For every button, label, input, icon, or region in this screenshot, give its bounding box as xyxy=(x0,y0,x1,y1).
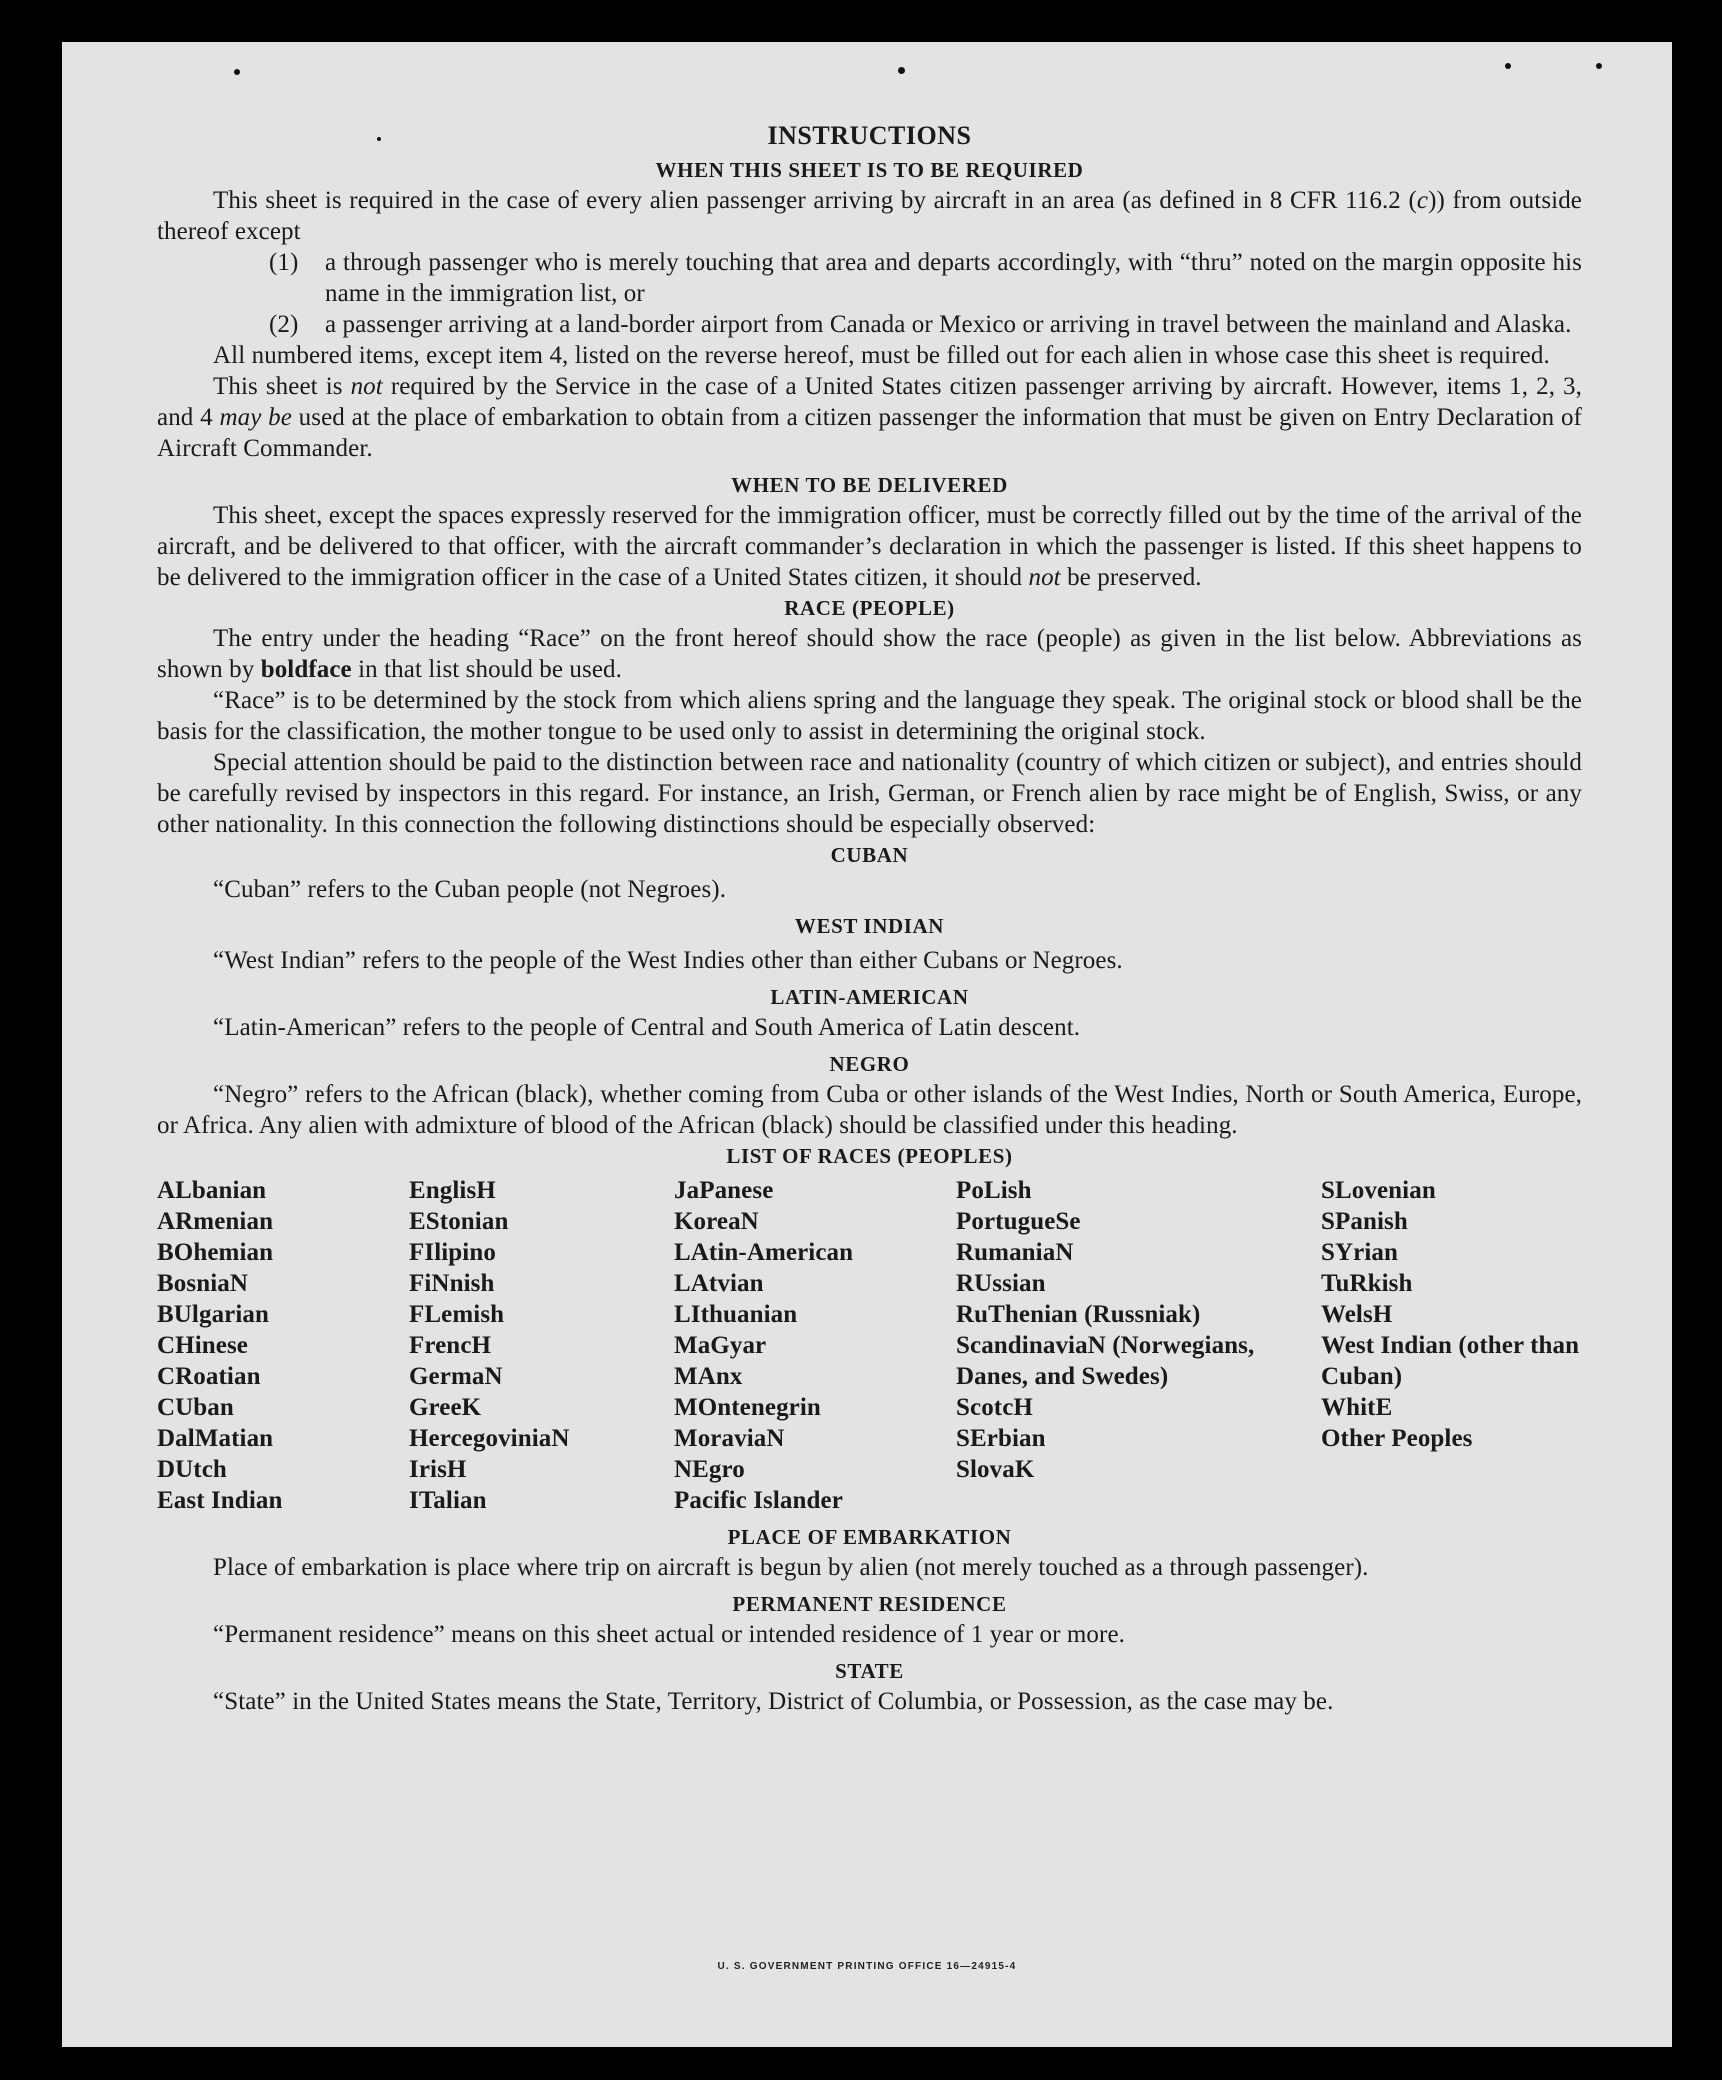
races-column-4 xyxy=(956,1175,1321,1516)
list-item xyxy=(269,247,1582,309)
race-item: LIthuanian xyxy=(674,1301,798,1328)
race-item: ITalian xyxy=(409,1487,487,1514)
race-item: FLemish xyxy=(409,1301,505,1328)
section-heading-cuban: CUBAN xyxy=(830,843,909,867)
list-item-number: (1) xyxy=(269,249,299,276)
race-item: East Indian xyxy=(157,1487,283,1514)
races-list xyxy=(157,1175,1582,1516)
printing-office-footer: U. S. GOVERNMENT PRINTING OFFICE 16—24915-4 xyxy=(717,1961,1017,1972)
paper-speck xyxy=(1505,63,1511,69)
paragraph: “Race” is to be determined by the stock from which aliens spring and the language they speak. The original stock or blood shall be the basis for the classification, the mother tongue to be used only to assist in determining the original stock. xyxy=(157,687,1582,745)
page-title: INSTRUCTIONS xyxy=(767,121,972,150)
race-item: LAtvian xyxy=(674,1270,764,1297)
race-item: SErbian xyxy=(956,1425,1046,1452)
race-item: LAtin-American xyxy=(674,1239,854,1266)
section-heading-negro: NEGRO xyxy=(829,1052,910,1076)
race-item: ScandinaviaN (Norwegians, Danes, and Swedes) xyxy=(956,1332,1255,1390)
race-item: FIlipino xyxy=(409,1239,496,1266)
race-item: MaGyar xyxy=(674,1332,767,1359)
race-item: CHinese xyxy=(157,1332,248,1359)
race-item: SLovenian xyxy=(1321,1177,1436,1204)
race-item: West Indian (other than Cuban) xyxy=(1321,1332,1580,1390)
race-item: PortugueSe xyxy=(956,1208,1081,1235)
section-heading-west-indian: WEST INDIAN xyxy=(794,914,945,938)
section-heading-required: WHEN THIS SHEET IS TO BE REQUIRED xyxy=(655,158,1084,182)
race-item: ARmenian xyxy=(157,1208,274,1235)
paragraph: Special attention should be paid to the distinction between race and nationality (country of which citizen or subject), and entries should be carefully revised by inspectors in this regard. For instance, an Irish, German, or French alien by race might be of English, Swiss, or any other nationality. In this connection the following distinctions should be especially observed: xyxy=(157,749,1582,838)
instructions-content xyxy=(157,120,1582,1717)
race-item: SYrian xyxy=(1321,1239,1399,1266)
section-heading-race: RACE (PEOPLE) xyxy=(784,596,955,620)
section-heading-residence: PERMANENT RESIDENCE xyxy=(732,1592,1007,1616)
list-item-number: (2) xyxy=(269,311,299,338)
paper-speck xyxy=(898,67,905,74)
race-item: NEgro xyxy=(674,1456,745,1483)
race-item: Pacific Islander xyxy=(674,1487,843,1514)
races-column-1 xyxy=(157,1175,409,1516)
race-item: IrisH xyxy=(409,1456,467,1483)
paragraph: This sheet, except the spaces expressly reserved for the immigration officer, must be correctly filled out by the time of the arrival of the aircraft, and be delivered to that officer, with the aircraft commander’s declaration in which the passenger is listed. If this sheet happens to be delivered to the immigration officer in the case of a United States citizen, it should not be preserved. xyxy=(157,502,1582,591)
races-column-5 xyxy=(1321,1175,1582,1516)
paper-speck xyxy=(234,69,240,75)
paragraph: This sheet is not required by the Service in the case of a United States citizen passenger arriving by aircraft. However, items 1, 2, 3, and 4 may be used at the place of embarkation to obtain from a citizen passenger the information that must be given on Entry Declaration of Aircraft Commander. xyxy=(157,373,1582,462)
race-item: EStonian xyxy=(409,1208,509,1235)
race-item: MoraviaN xyxy=(674,1425,785,1452)
race-item: HercegoviniaN xyxy=(409,1425,570,1452)
list-item xyxy=(269,309,1582,340)
race-item: SPanish xyxy=(1321,1208,1408,1235)
race-item: JaPanese xyxy=(674,1177,774,1204)
race-item: CRoatian xyxy=(157,1363,261,1390)
paper-speck xyxy=(1596,63,1602,69)
race-item: MOntenegrin xyxy=(674,1394,821,1421)
races-column-2 xyxy=(409,1175,674,1516)
race-item: GermaN xyxy=(409,1363,503,1390)
section-heading-latin-american: LATIN-AMERICAN xyxy=(770,985,969,1009)
paragraph: Place of embarkation is place where trip on aircraft is begun by alien (not merely touched as a through passenger). xyxy=(213,1554,1369,1581)
list-item-text: a through passenger who is merely touching that area and departs accordingly, with “thru” noted on the margin opposite his name in the immigration list, or xyxy=(325,249,1582,307)
race-item: WhitE xyxy=(1321,1394,1393,1421)
race-item: TuRkish xyxy=(1321,1270,1413,1297)
race-item: GreeK xyxy=(409,1394,482,1421)
paragraph: The entry under the heading “Race” on the front hereof should show the race (people) as given in the list below. Abbreviations as shown by boldface in that list should be used. xyxy=(157,625,1582,683)
race-item: BOhemian xyxy=(157,1239,274,1266)
paragraph: “Latin-American” refers to the people of Central and South America of Latin descent. xyxy=(213,1014,1081,1041)
section-heading-delivered: WHEN TO BE DELIVERED xyxy=(731,473,1008,497)
race-item: FrencH xyxy=(409,1332,492,1359)
race-item: RuThenian (Russniak) xyxy=(956,1301,1201,1328)
section-heading-embarkation: PLACE OF EMBARKATION xyxy=(727,1525,1012,1549)
paragraph: “Permanent residence” means on this sheet actual or intended residence of 1 year or more. xyxy=(213,1621,1125,1648)
paragraph: “Cuban” refers to the Cuban people (not Negroes). xyxy=(213,876,727,903)
race-item: RUssian xyxy=(956,1270,1046,1297)
paragraph: This sheet is required in the case of every alien passenger arriving by aircraft in an area (as defined in 8 CFR 116.2 (c)) from outside thereof except xyxy=(157,187,1582,245)
race-item: BUlgarian xyxy=(157,1301,270,1328)
section-heading-state: STATE xyxy=(835,1659,904,1683)
section-heading-list-of-races: LIST OF RACES (PEOPLES) xyxy=(726,1144,1013,1168)
paragraph: “West Indian” refers to the people of the West Indies other than either Cubans or Negroes. xyxy=(213,947,1123,974)
race-item: FiNnish xyxy=(409,1270,495,1297)
race-item: PoLish xyxy=(956,1177,1032,1204)
race-item: Other Peoples xyxy=(1321,1425,1473,1452)
races-column-3 xyxy=(674,1175,956,1516)
race-item: BosniaN xyxy=(157,1270,249,1297)
document-page xyxy=(62,42,1672,2047)
paragraph: “State” in the United States means the State, Territory, District of Columbia, or Possession, as the case may be. xyxy=(213,1688,1334,1715)
race-item: SlovaK xyxy=(956,1456,1035,1483)
paragraph: “Negro” refers to the African (black), whether coming from Cuba or other islands of the West Indies, North or South America, Europe, or Africa. Any alien with admixture of blood of the African (black) should be classified under this heading. xyxy=(157,1081,1582,1139)
race-item: ScotcH xyxy=(956,1394,1033,1421)
paragraph: All numbered items, except item 4, listed on the reverse hereof, must be filled out for each alien in whose case this sheet is required. xyxy=(213,342,1550,369)
race-item: RumaniaN xyxy=(956,1239,1074,1266)
race-item: DUtch xyxy=(157,1456,227,1483)
race-item: EnglisH xyxy=(409,1177,496,1204)
race-item: MAnx xyxy=(674,1363,743,1390)
race-item: WelsH xyxy=(1321,1301,1393,1328)
race-item: DalMatian xyxy=(157,1425,274,1452)
race-item: KoreaN xyxy=(674,1208,759,1235)
race-item: ALbanian xyxy=(157,1177,267,1204)
list-item-text: a passenger arriving at a land-border airport from Canada or Mexico or arriving in travel between the mainland and Alaska. xyxy=(325,311,1572,338)
race-item: CUban xyxy=(157,1394,234,1421)
